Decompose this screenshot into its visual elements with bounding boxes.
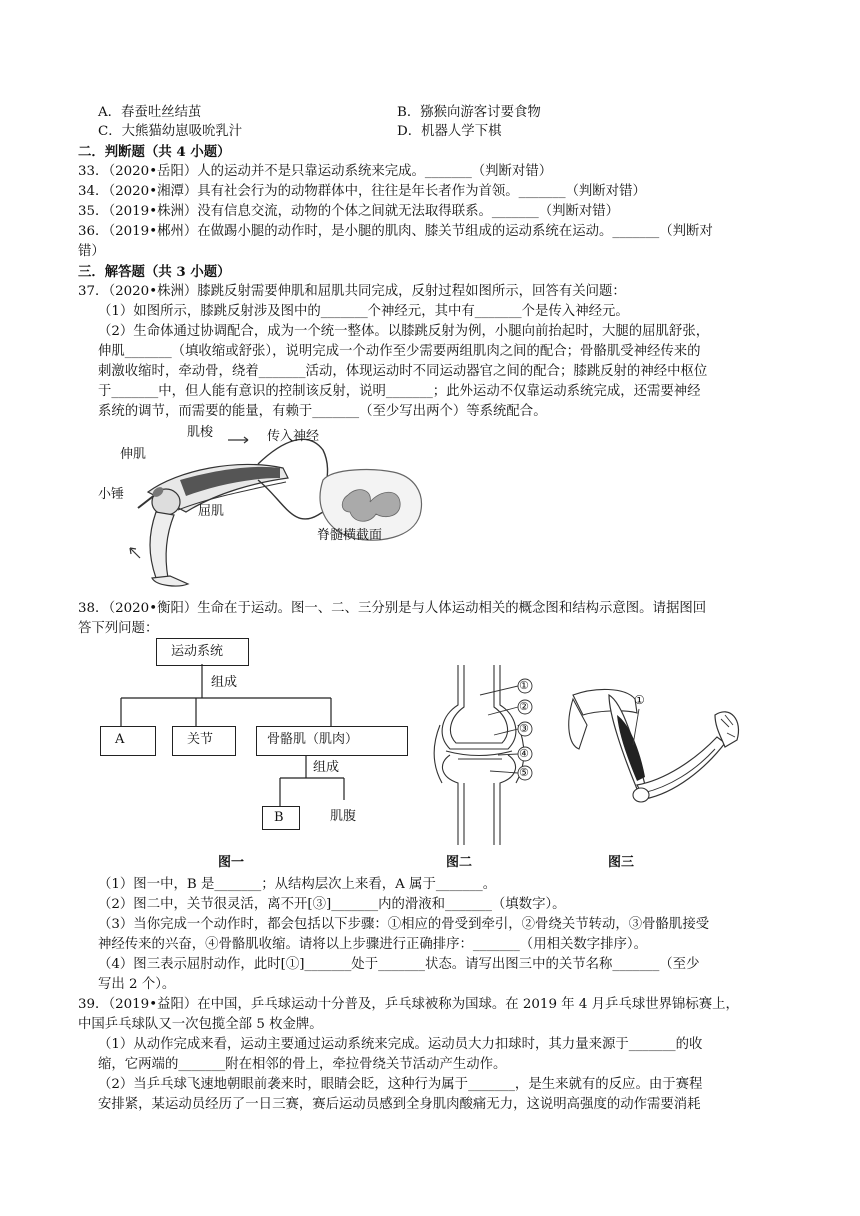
- arm-flexion-diagram: [565, 685, 745, 845]
- concept-root-box: [156, 638, 249, 666]
- question-39-part1-line2: 缩，它两端的_______附在相邻的骨上，牵拉骨绕关节活动产生动作。: [98, 1057, 507, 1072]
- label-extensor: 伸肌: [120, 447, 147, 462]
- option-a: A．春蚕吐丝结茧: [98, 105, 202, 120]
- question-35: 35．（2019•株洲）没有信息交流，动物的个体之间就无法取得联系。_______（判断对错）: [78, 204, 620, 219]
- question-37-part2-line4: 于_______中，但人能有意识的控制该反射，说明_______；此外运动不仅靠运动系统完成，还需要神经: [98, 384, 701, 399]
- question-39-cont: 中国乒乓球队又一次包揽全部 5 枚金牌。: [78, 1017, 323, 1032]
- label-flexor: 屈肌: [198, 504, 225, 519]
- arm-label-1: ①: [634, 693, 645, 707]
- question-37-part1: （1）如图所示，膝跳反射涉及图中的_______个神经元，其中有_______个是传入神经元。: [98, 304, 629, 319]
- concept-node-muscle-label: 骨骼肌（肌肉）: [267, 732, 359, 747]
- concept-node-joint: [172, 726, 236, 756]
- question-38-part4: （4）图三表示屈肘动作，此时[①]_______处于_______状态。请写出图三中的关节名称_______（至少: [98, 957, 700, 972]
- joint-label-5: ⑤: [519, 766, 529, 779]
- joint-label-4: ④: [519, 747, 529, 760]
- caption-figure-3: 图三: [608, 855, 635, 870]
- question-36-cont: 错）: [78, 244, 105, 259]
- question-37-part2-line3: 刺激收缩时，牵动骨，绕着_______活动，体现运动时不同运动器官之间的配合；膝跳反射的神经中枢位: [98, 364, 708, 379]
- question-38-part3-line2: 神经传来的兴奋，④骨骼肌收缩。请将以上步骤进行正确排序：_______（用相关数字排序）。: [98, 937, 648, 952]
- question-38-part4-line2: 写出 2 个）。: [98, 977, 176, 992]
- label-afferent-nerve: 传入神经: [267, 429, 320, 444]
- label-hammer: 小锤: [98, 487, 125, 502]
- joint-label-2: ②: [519, 700, 529, 713]
- question-37-part2-line2: 伸肌_______（填收缩或舒张），说明完成一个动作至少需要两组肌肉之间的配合；骨骼肌受神经传来的: [98, 344, 701, 359]
- question-38-cont: 答下列问题：: [78, 621, 159, 636]
- concept-node-b-label: B: [274, 810, 284, 825]
- question-38-part3: （3）当你完成一个动作时，都会包括以下步骤：①相应的骨受到牵引，②骨绕关节转动，③骨骼肌接受: [98, 917, 710, 932]
- concept-composed-label-2: 组成: [313, 760, 340, 775]
- question-38-part1: （1）图一中，B 是_______；从结构层次上来看，A 属于_______。: [98, 877, 497, 892]
- label-muscle-spindle: 肌梭: [187, 425, 214, 440]
- question-38-part2: （2）图二中，关节很灵活，离不开[③]_______内的滑液和_______（填数字）。: [98, 897, 566, 912]
- question-33: 33．（2020•岳阳）人的运动并不是只靠运动系统来完成。_______（判断对错）: [78, 164, 553, 179]
- concept-composed-label: 组成: [211, 675, 238, 690]
- section-heading-judgement: 二．判断题（共 4 小题）: [78, 144, 231, 160]
- concept-node-joint-label: 关节: [187, 732, 214, 747]
- concept-node-belly: 肌腹: [330, 809, 357, 824]
- question-39: 39．（2019•益阳）在中国，乒乓球运动十分普及，乒乓球被称为国球。在 2019 年 4 月乒乓球世界锦标赛上，: [78, 997, 739, 1012]
- question-34: 34．（2020•湘潭）具有社会行为的动物群体中，往往是年长者作为首领。_______（判断对错）: [78, 184, 646, 199]
- concept-node-muscle: [256, 726, 408, 756]
- joint-label-3: ③: [519, 722, 529, 735]
- caption-figure-2: 图二: [446, 855, 473, 870]
- caption-figure-1: 图一: [218, 855, 245, 870]
- option-c: C．大熊猫幼崽吸吮乳汁: [98, 124, 243, 139]
- concept-node-a: [100, 726, 156, 756]
- question-39-part2: （2）当乒乓球飞速地朝眼前袭来时，眼睛会眨，这种行为属于_______，是生来就有的反应。由于赛程: [98, 1077, 703, 1092]
- question-39-part2-line2: 安排紧，某运动员经历了一日三赛，赛后运动员感到全身肌肉酸痛无力，这说明高强度的动作需要消耗: [98, 1097, 701, 1112]
- question-37-part2-line5: 系统的调节，而需要的能量，有赖于_______（至少写出两个）等系统配合。: [98, 404, 547, 419]
- concept-node-a-label: A: [115, 732, 125, 747]
- question-39-part1: （1）从动作完成来看，运动主要通过运动系统来完成。运动员大力扣球时，其力量来源于_______的收: [98, 1037, 703, 1052]
- joint-label-1: ①: [519, 679, 529, 692]
- option-b: B．猕猴向游客讨要食物: [397, 105, 541, 120]
- concept-node-b: [262, 806, 300, 830]
- concept-root-label: 运动系统: [171, 644, 224, 659]
- joint-diagram: [428, 665, 548, 845]
- label-spinal-section: 脊髓横截面: [317, 528, 383, 543]
- question-36: 36．（2019•郴州）在做踢小腿的动作时，是小腿的肌肉、膝关节组成的运动系统在运动。_______（判断对: [78, 224, 713, 239]
- question-38: 38．（2020•衡阳）生命在于运动。图一、二、三分别是与人体运动相关的概念图和结构示意图。请据图回: [78, 601, 707, 616]
- question-37-part2: （2）生命体通过协调配合，成为一个统一整体。以膝跳反射为例，小腿向前抬起时，大腿的屈肌舒张，: [98, 324, 710, 339]
- option-d: D．机器人学下棋: [397, 124, 502, 139]
- section-heading-answer: 三．解答题（共 3 小题）: [78, 264, 231, 280]
- question-37: 37．（2020•株洲）膝跳反射需要伸肌和屈肌共同完成，反射过程如图所示，回答有关问题：: [78, 284, 626, 299]
